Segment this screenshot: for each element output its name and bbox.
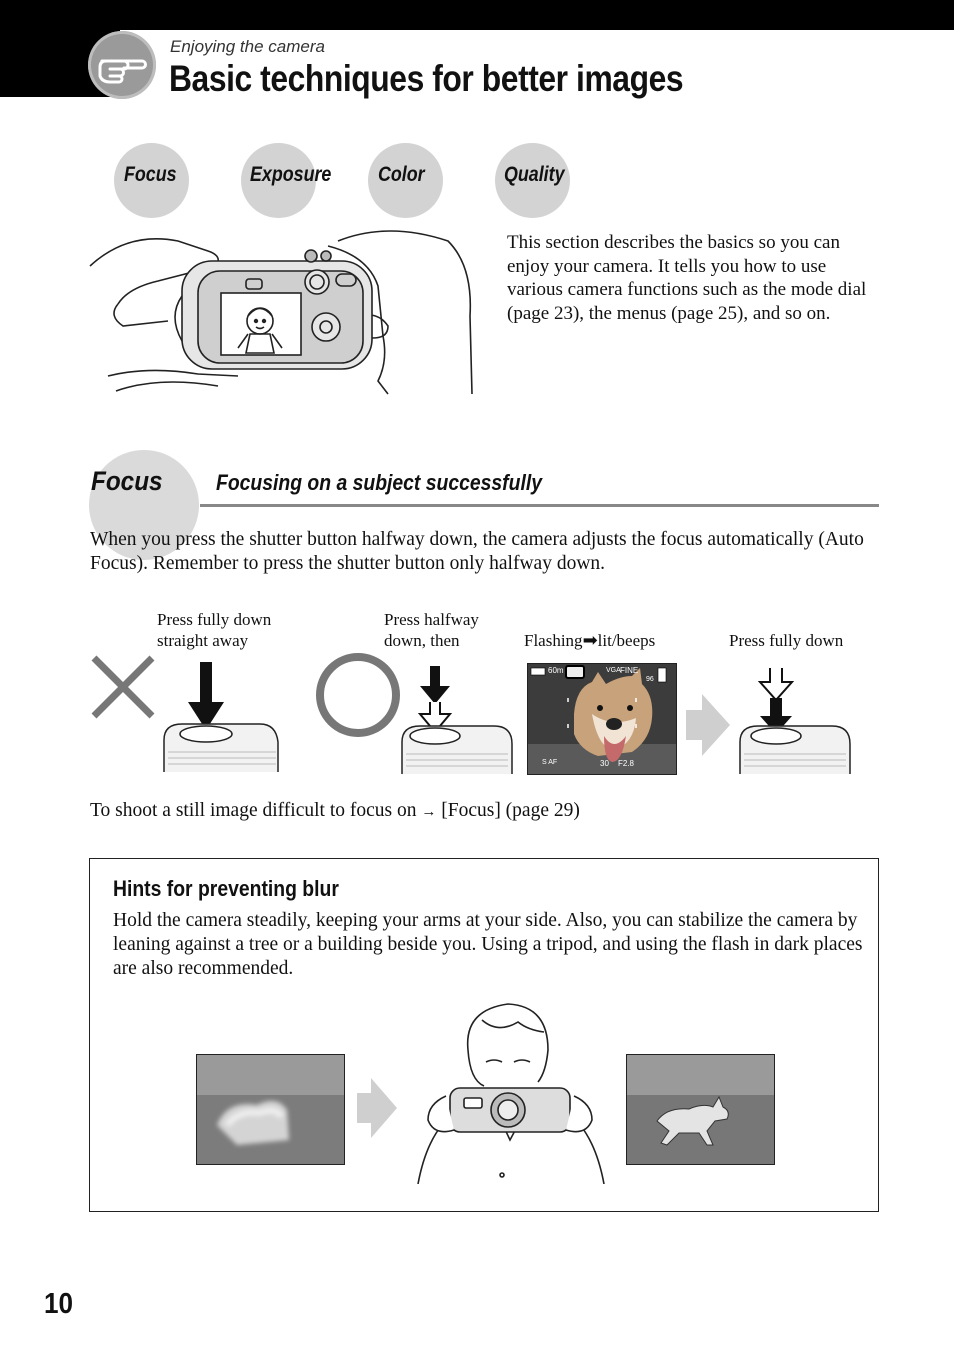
topic-exposure[interactable]: Exposure [250, 163, 332, 186]
tip-line [90, 800, 580, 822]
focus-heading: Focus [91, 466, 163, 496]
focus-paragraph: When you press the shutter button halfway down, the camera adjusts the focus automatically (Auto Focus). Remember to press the shutter button only halfway down. [90, 529, 864, 574]
hints-paragraph: Hold the camera steadily, keeping your arms at your side. Also, you can stabilize the camera by leaning against a tree or a building beside you. Using a tripod, and using the flash in dark places are also recommended. [113, 910, 863, 979]
flashing-label: Flashing [524, 631, 583, 650]
lcd-aperture: F2.8 [618, 759, 635, 768]
lit-label: lit/beeps [597, 631, 656, 650]
topic-quality[interactable]: Quality [504, 163, 565, 186]
hands-holding-camera-illustration [88, 226, 480, 396]
lcd-shutter: 30 [600, 759, 609, 768]
pointing-hand-icon [88, 31, 156, 99]
intro-paragraph: This section describes the basics so you can enjoy your camera. It tells you how to use various camera functions such as the mode dial (page 23), the menus (page 25), and so on. [507, 232, 867, 325]
shutter-half-press-illustration [398, 666, 516, 776]
page-title: Basic techniques for better images [169, 58, 684, 99]
header-bar [0, 0, 954, 30]
tip-link-focus[interactable]: [Focus] (page 29) [441, 800, 580, 821]
right-caption-line2: down, then [384, 631, 460, 650]
right-arrow-icon: ➡ [582, 630, 598, 651]
sharp-photo [626, 1054, 775, 1165]
right-caption [384, 609, 479, 651]
lcd-quality: FINE [620, 666, 639, 675]
lcd-mode: VGA [606, 667, 621, 674]
result-arrow-icon [357, 1078, 397, 1138]
tip-prefix: To shoot a still image difficult to focus on [90, 800, 417, 821]
wrong-caption-line1: Press fully down [157, 610, 272, 629]
person-holding-camera-illustration [398, 1000, 624, 1184]
final-caption: Press fully down [729, 631, 844, 650]
section-label: Enjoying the camera [170, 37, 325, 56]
correct-circle-icon [314, 651, 402, 739]
shutter-full-press-illustration [160, 662, 282, 774]
wrong-x-icon [88, 652, 158, 722]
section-divider [200, 504, 879, 507]
tip-arrow-icon: → [421, 804, 437, 820]
shutter-full-press-after-half-illustration [736, 668, 854, 776]
lcd-preview-dog [527, 663, 677, 775]
next-arrow-icon [686, 694, 730, 756]
lcd-memory: 60m [548, 666, 564, 675]
topic-focus[interactable]: Focus [124, 163, 177, 186]
right-caption-line1: Press halfway [384, 610, 479, 629]
lcd-af: S AF [542, 759, 558, 766]
lcd-shots: 96 [646, 676, 654, 683]
wrong-caption [157, 609, 271, 651]
wrong-caption-line2: straight away [157, 631, 249, 650]
focus-subtitle: Focusing on a subject successfully [216, 470, 542, 495]
blurred-photo [196, 1054, 345, 1165]
flashing-caption [524, 630, 655, 651]
hints-title: Hints for preventing blur [113, 876, 339, 901]
page-number: 10 [44, 1288, 74, 1320]
topic-color[interactable]: Color [378, 163, 425, 186]
